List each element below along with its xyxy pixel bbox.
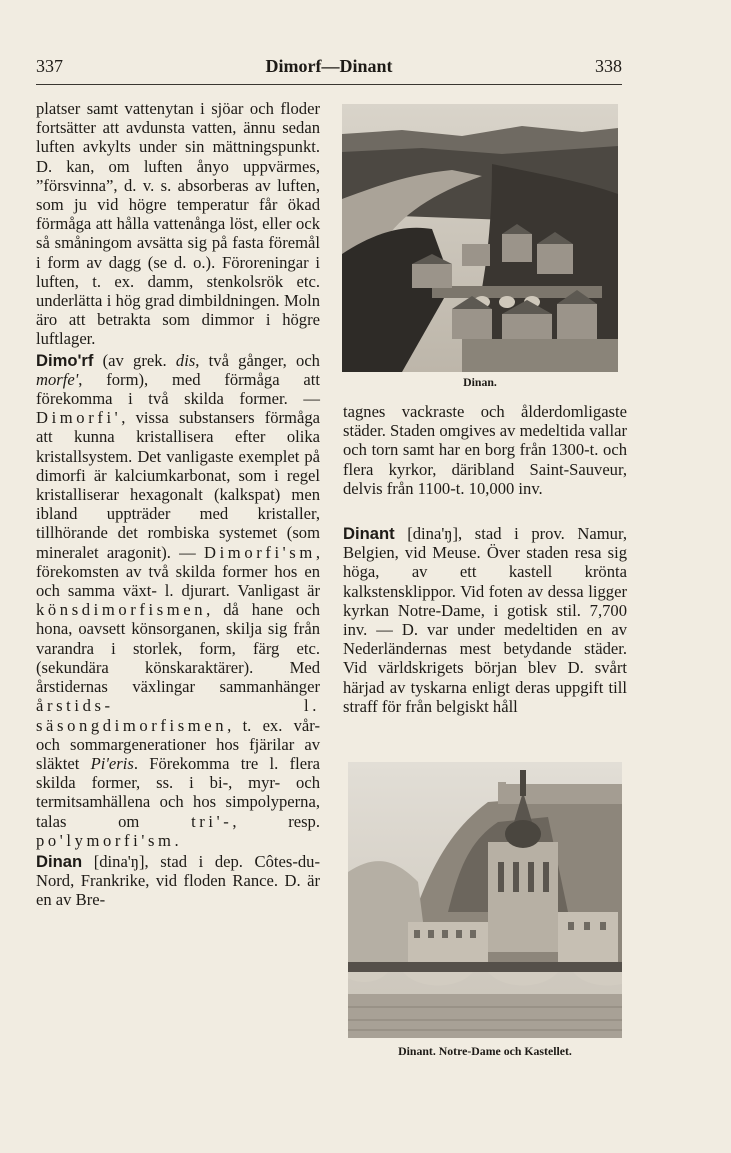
term-konsdimorfismen: könsdimorfismen — [36, 600, 207, 620]
entry-dinan-continued: tagnes vackraste och ålderdomligaste städer. Staden omgives av medeltida vallar och torn samt har en borg från 1300-t. och flera kyrkor, däribland Saint-Sauveur, delvis från 1100-t. 10,000 inv. — [343, 402, 627, 498]
photo-dinan — [342, 104, 618, 372]
entry-dimorf: Dimo'rf (av grek. dis, två gånger, och morfe', form), med förmåga att förekomma i två skilda former. — Dimorfi', vissa substansers förmåga att kunna kristallisera efter olika kristallsystem. Det vanligaste exemplet på dimorfi är kalciumkarbonat, som i regel kristalliserar hexagonalt (kalkspat) men ibland uppträder med kristaller, tillhörande det rombiska systemet (som mineralet aragonit). — Dimorfi'sm, förekomsten av två skilda former hos en och samma växt- l. djurart. Vanligast är könsdimorfismen, då hane och hona, oavsett könsorganen, skilja sig från varandra i storlek, form, färg etc. (sekundära könskaraktärer). Med årstidernas växlingar sammanhänger årstids- l. säsongdimorfismen, t. ex. vår- och sommargenerationer hos fjärilar av släktet Pi'eris. Förekomma tre l. flera skilda former, ss. i bi-, myr- och termitsamhällena och hos simpolyperna, talas om tri'-, resp. po'lymorfi'sm. — [36, 350, 320, 850]
term-polymorfism: po'lymorfi'sm — [36, 830, 175, 850]
entry-dinan: Dinan [dina'ŋ], stad i dep. Côtes-du-Nord, Frankrike, vid floden Rance. D. är en av Bre- — [36, 851, 320, 910]
header-title: Dimorf—Dinant — [265, 56, 393, 76]
term-trimorfism: tri'- — [191, 811, 233, 831]
right-column-top — [343, 402, 627, 498]
term-dimorfism: Dimorfi'sm — [204, 542, 316, 562]
entry-head-dimorf: Dimo'rf — [36, 350, 94, 370]
caption-dinan: Dinan. — [463, 375, 497, 389]
header-rule — [36, 84, 622, 85]
term-pieris: Pi'eris — [90, 753, 134, 773]
left-column — [36, 99, 320, 910]
entry-head-dinant: Dinant — [343, 524, 395, 543]
photo-dinant-notre-dame — [348, 762, 622, 1038]
term-arstidsdimorfismen: årstids- l. säsongdimorfismen — [36, 696, 320, 735]
paragraph-dimma-end: platser samt vattenytan i sjöar och floder fortsätter att avdunsta vatten, ännu sedan luften avkylts under sin mättningspunkt. D. kan, om luften ånyo uppvärmes, ”försvinna”, d. v. s. absorberas av luften, som ju vid högre temperatur får ökad förmåga att hålla vattenånga löst, eller ock så småningom avsätta sig på fasta föremål i form av dagg (se d. o.). Föroreningar i luften, t. ex. damm, stenkolsrök etc. underlätta i hög grad dimbildningen. Moln äro att betrakta som dimmor i högre luftlager. — [36, 99, 320, 349]
page-number-right: 338 — [595, 56, 622, 76]
term-dimorfi: Dimorfi' — [36, 408, 122, 428]
entry-dinant: Dinant [dina'ŋ], stad i prov. Namur, Belgien, vid Meuse. Över staden resa sig höga, av ett kastell krönta kalkstensklippor. Vid foten av dessa ligger kyrkan Notre-Dame, i gotisk stil. 7,700 inv. — D. var under medeltiden en av Nederländernas mest betydande städer. Vid världskrigets början blev D. svårt härjad av tyskarna enligt deras uppgift till straff för från belgiskt håll — [343, 524, 627, 716]
caption-dinant: Dinant. Notre-Dame och Kastellet. — [398, 1044, 572, 1058]
page-number-left: 337 — [36, 56, 63, 76]
entry-head-dinan: Dinan — [36, 851, 83, 871]
running-header — [36, 56, 622, 82]
right-column-dinant — [343, 524, 627, 716]
